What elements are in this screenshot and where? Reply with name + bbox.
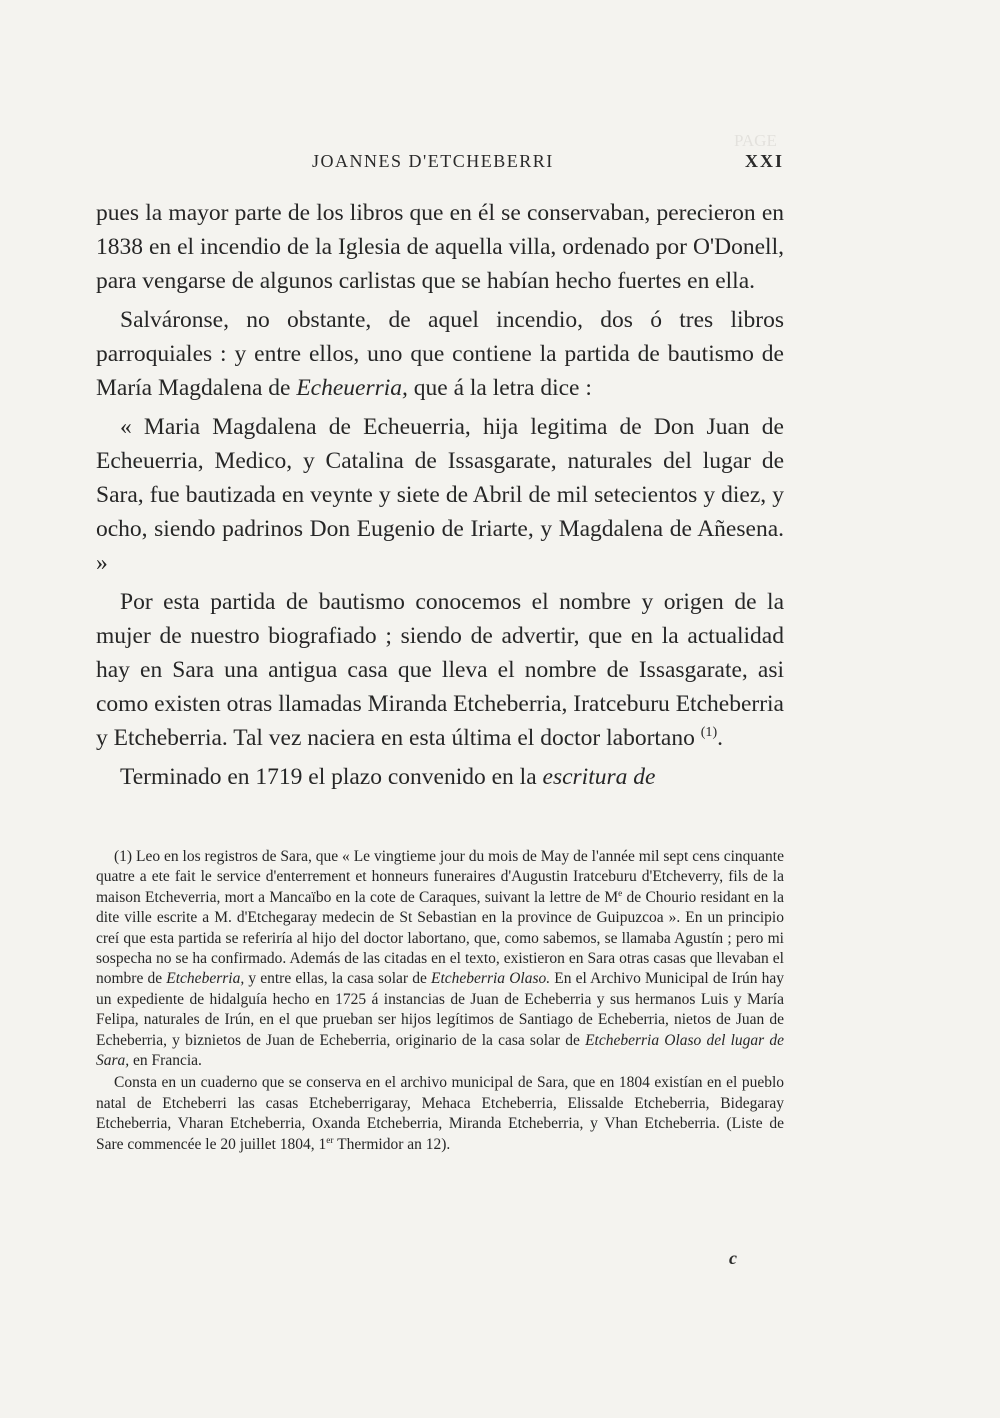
- footnote-1-text-c: y entre ellas, la casa solar de: [244, 970, 427, 988]
- footnote-2-text-b: Thermidor an 12).: [333, 1135, 451, 1153]
- paragraph-3-quote: « Maria Magdalena de Echeuerria, hija legitima de Don Juan de Echeuerria, Medico, y Catalina de Issasgarate, naturales del lugar de Sara, fue bautizada en veynte y siete de Abril de mil setecientos y diez, y ocho, siendo padrinos Don Eugenio de Iriarte, y Magdalena de Añesena. »: [96, 414, 784, 576]
- footnote-1-sup: e: [618, 888, 623, 899]
- footnotes: [96, 847, 784, 1157]
- footnote-1: [96, 847, 784, 1071]
- footnote-1-italic-1: Etcheberria,: [166, 970, 245, 988]
- page-number: XXI: [744, 151, 784, 171]
- footnote-2: [96, 1073, 784, 1155]
- footnote-1-text-b: de Chourio residant en la dite ville escrite a M. d'Etchegaray medecin de St Sebastian en la province de Guipuzcoa ». En un principio creí que esta partida se referiría al hijo del doctor labortano, que, como sabemos, se llamaba Agustín ; pero mi sospecha no se ha confirmado. Además de las citadas en el texto, existieron en Sara otras casas que llevaban el nombre de: [96, 888, 784, 988]
- footnote-ref: (1): [700, 724, 718, 741]
- running-title: JOANNES D'ETCHEBERRI: [312, 151, 554, 171]
- show-through: PAGE: [734, 131, 777, 150]
- paragraph-2-italic: Echeuerria,: [296, 375, 408, 401]
- footnote-2-text: Consta en un cuaderno que se conserva en el archivo municipal de Sara, que en 1804 existían en el pueblo natal de Etcheberri las casas Etcheberrigaray, Mehaca Etcheberria, Elissalde Etcheberria, Bidegaray Etcheberria, Vharan Etcheberria, Oxanda Etcheberria, Miranda Etcheberria, y Vhan Etcheberria. (Liste de Sare commencée le 20 juillet 1804, 1: [96, 1074, 784, 1153]
- paragraph-4: [96, 585, 784, 755]
- paragraph-2: [96, 303, 784, 405]
- paragraph-5: [96, 760, 784, 794]
- signature-mark: c: [729, 1248, 737, 1268]
- paragraph-4-end: .: [717, 725, 724, 751]
- paragraph-5-text: Terminado en 1719 el plazo convenido en la: [120, 764, 537, 790]
- footnote-1-italic-3: Etcheberria Olaso del lugar de Sara,: [96, 1031, 784, 1070]
- paragraph-5-italic: escritura de: [542, 764, 656, 790]
- footnote-1-text-d: En el Archivo Municipal de Irún hay un expediente de hidalguía hecho en 1725 á instancias de Juan de Echeberria y sus hermanos Luis y María Felipa, naturales de Irún, en el que prueban ser hijos legítimos de Santiago de Echeberria, nietos de Juan de Echeberria, y biznietos de Juan de Echeberria, originario de la casa solar de: [96, 970, 785, 1049]
- footnote-1-text: (1) Leo en los registros de Sara, que « Le vingtieme jour du mois de May de l'année mil sept cens cinquante quatre a ete fait le service d'enterrement et honneurs funeraires d'Augustin Iratceburu d'Etcheverry, fils de la maison Etcheverria, mort a Mancaïbo en la cote de Caraques, suivant la lettre de M: [96, 848, 784, 906]
- footnote-1-italic-2: Etcheberria Olaso.: [431, 970, 551, 988]
- paragraph-4-text: Por esta partida de bautismo conocemos el nombre y origen de la mujer de nuestro biografiado ; siendo de advertir, que en la actualidad hay en Sara una antigua casa que lleva el nombre de Issasgarate, asi como existen otras llamadas Miranda Etcheberria, Iratceburu Etcheberria y Etcheberria. Tal vez naciera en esta última el doctor labortano: [96, 589, 784, 751]
- footnote-2-sup: er: [326, 1135, 334, 1146]
- main-text: [96, 196, 784, 799]
- paragraph-2-text: Salváronse, no obstante, de aquel incendio, dos ó tres libros parroquiales : y entre ellos, uno que contiene la partida de bautismo de María Magdalena de: [96, 307, 784, 401]
- paragraph-1: pues la mayor parte de los libros que en él se conservaban, perecieron en 1838 en el incendio de la Iglesia de aquella villa, ordenado por O'Donell, para vengarse de algunos carlistas que se habían hecho fuertes en ella.: [96, 200, 784, 294]
- paragraph-2-text-end: que á la letra dice :: [413, 375, 592, 401]
- footnote-1-text-e: en Francia.: [129, 1052, 202, 1070]
